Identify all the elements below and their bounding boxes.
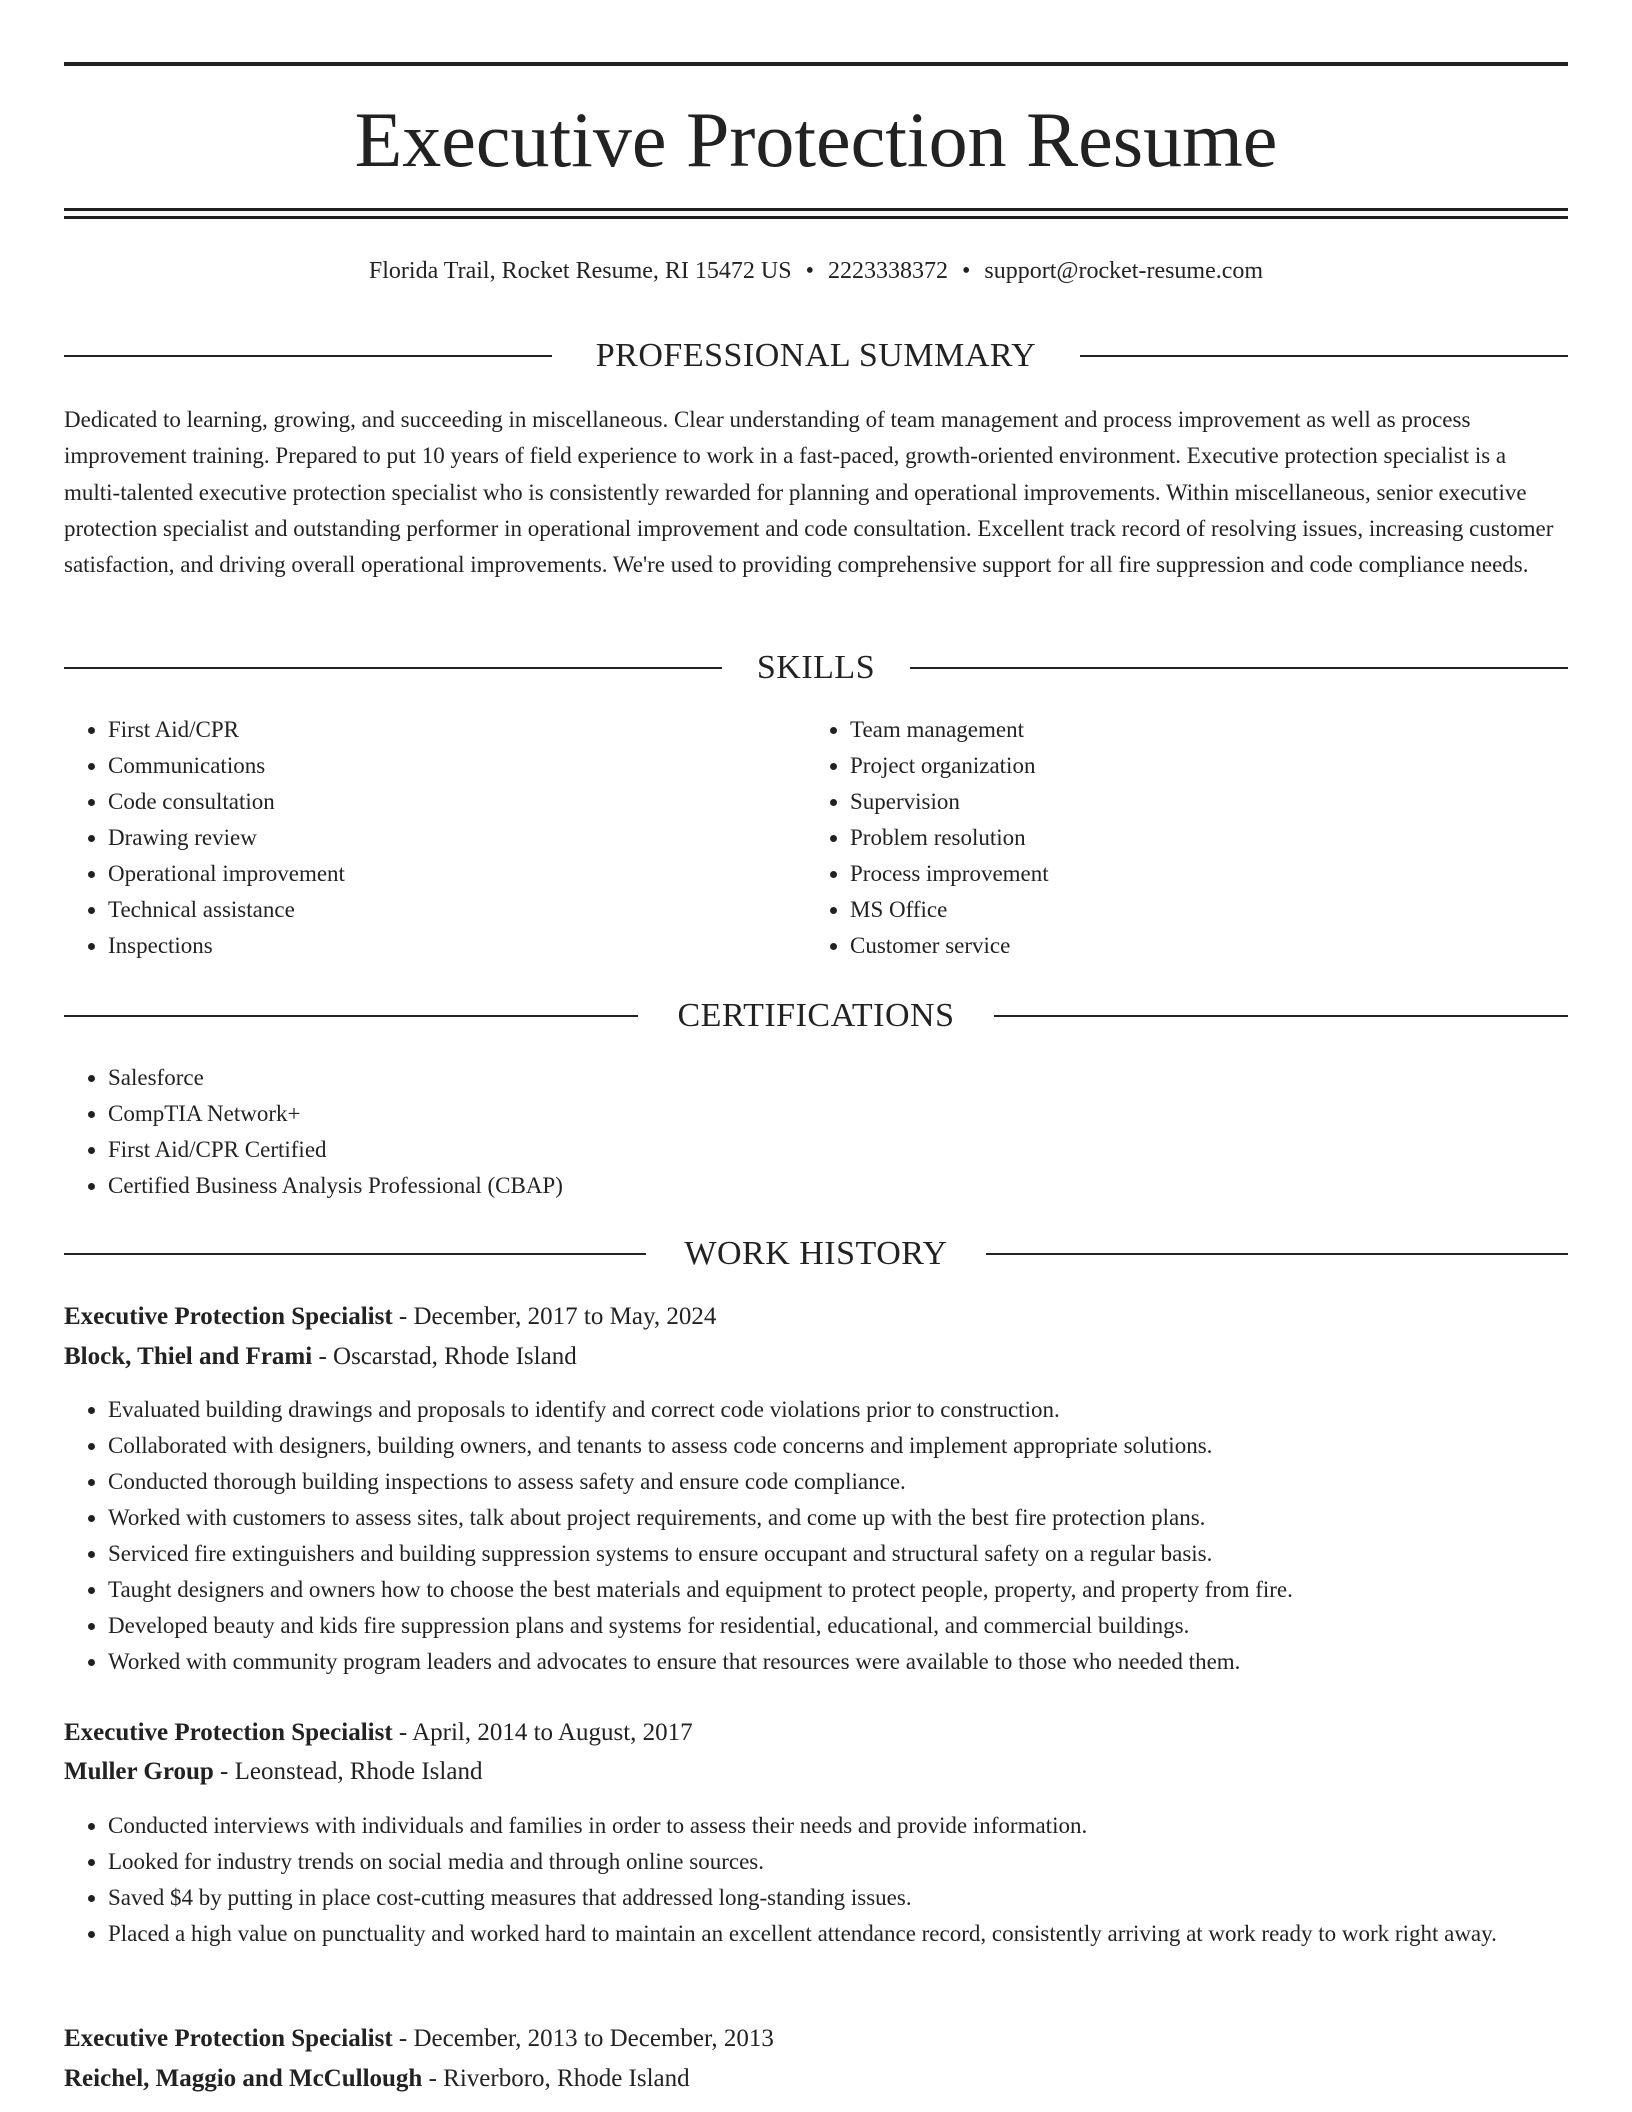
summary-text: Dedicated to learning, growing, and succeeding in miscellaneous. Clear understanding of team management and process improvement as well as process improvement training. Prepared to put 10 years of field experience to work in a fast-paced, growth-oriented environment. Executive protection specialist is a multi-talented executive protection specialist who is consistently rewarded for planning and operational improvements. Within miscellaneous, senior executive protection specialist and outstanding performer in operational improvement and code consultation. Excellent track record of resolving issues, increasing customer satisfaction, and driving overall operational improvements. We're used to providing comprehensive support for all fire suppression and code compliance needs. [64, 407, 1554, 578]
section-title-skills: SKILLS [727, 649, 905, 686]
job-title: Executive Protection Specialist [64, 1719, 393, 1746]
skill-item: • Technical assistance [108, 892, 808, 928]
job-bullet: • Serviced fire extinguishers and building suppression systems to ensure occupant and structural safety on a regular basis. [108, 1536, 1568, 1572]
job-title-line [64, 1299, 716, 1335]
certification-item: • First Aid/CPR Certified [108, 1132, 1568, 1168]
contact-address: Florida Trail, Rocket Resume, RI 15472 US [368, 258, 792, 284]
skill-item: • Operational improvement [108, 856, 808, 892]
job-dates: - April, 2014 to August, 2017 [392, 1719, 693, 1746]
skill-item: • Process improvement [850, 856, 1550, 892]
job-company-line [64, 2061, 690, 2097]
certification-item: • CompTIA Network+ [108, 1096, 1568, 1132]
section-title-work-history: WORK HISTORY [654, 1235, 977, 1272]
contact-separator: • [961, 258, 971, 284]
certification-item: • Certified Business Analysis Professional (CBAP) [108, 1168, 1568, 1204]
job-bullet: • Collaborated with designers, building owners, and tenants to assess code concerns and implement appropriate solutions. [108, 1428, 1568, 1464]
contact-phone: 2223338372 [827, 258, 948, 284]
section-title-certifications: CERTIFICATIONS [648, 997, 985, 1034]
job-bullet: • Developed beauty and kids fire suppression plans and systems for residential, educational, and commercial buildings. [108, 1608, 1568, 1644]
job-bullets [64, 1392, 1568, 1680]
job-bullet: • Saved $4 by putting in place cost-cutting measures that addressed long-standing issues. [108, 1880, 1568, 1916]
job-bullet: • Conducted thorough building inspections to assess safety and ensure code compliance. [108, 1464, 1568, 1500]
contact-email: support@rocket-resume.com [984, 258, 1264, 284]
skill-item: • Problem resolution [850, 820, 1550, 856]
page-title: Executive Protection Resume [354, 96, 1278, 183]
job-title: Executive Protection Specialist [64, 1303, 393, 1330]
job-location: - Riverboro, Rhode Island [422, 2065, 690, 2092]
title-rule-lower [64, 216, 1568, 219]
skill-item: • Communications [108, 748, 808, 784]
contact-separator: • [805, 258, 814, 284]
job-title-line [64, 1715, 693, 1751]
job-company: Muller Group [64, 1758, 214, 1785]
job-bullet: • Placed a high value on punctuality and worked hard to maintain an excellent attendance record, consistently arriving at work ready to work right away. [108, 1916, 1568, 1952]
certifications-list [64, 1060, 1568, 1204]
skill-item: • Customer service [850, 928, 1550, 964]
job-bullets [64, 1808, 1568, 1952]
job-company-line [64, 1754, 482, 1790]
job-dates: - December, 2017 to May, 2024 [392, 1303, 717, 1330]
skill-item: • Code consultation [108, 784, 808, 820]
skill-item: • Project organization [850, 748, 1550, 784]
skill-item: • Supervision [850, 784, 1550, 820]
skill-item: • Inspections [108, 928, 808, 964]
skill-item: • First Aid/CPR [108, 712, 808, 748]
job-location: - Leonstead, Rhode Island [213, 1758, 483, 1785]
job-title-line [64, 2021, 774, 2057]
skills-list-right [806, 712, 1550, 964]
job-bullet: • Conducted interviews with individuals and families in order to assess their needs and provide information. [108, 1808, 1568, 1844]
job-bullet: • Taught designers and owners how to choose the best materials and equipment to protect people, property, and property from fire. [108, 1572, 1568, 1608]
section-header-skills [64, 646, 1568, 690]
job-location: - Oscarstad, Rhode Island [312, 1343, 577, 1370]
section-header-work-history [64, 1232, 1568, 1276]
certification-item: • Salesforce [108, 1060, 1568, 1096]
job-title: Executive Protection Specialist [64, 2025, 393, 2052]
section-header-certifications [64, 994, 1568, 1038]
section-title-summary: PROFESSIONAL SUMMARY [566, 337, 1066, 374]
top-rule [64, 62, 1568, 66]
job-bullet: • Worked with community program leaders and advocates to ensure that resources were available to those who needed them. [108, 1644, 1568, 1680]
job-company: Reichel, Maggio and McCullough [64, 2065, 423, 2092]
job-bullet: • Worked with customers to assess sites, talk about project requirements, and come up with the best fire protection plans. [108, 1500, 1568, 1536]
job-company-line [64, 1339, 577, 1375]
title-rule-upper [64, 208, 1568, 211]
job-dates: - December, 2013 to December, 2013 [392, 2025, 774, 2052]
skill-item: • Team management [850, 712, 1550, 748]
job-bullet: • Looked for industry trends on social media and through online sources. [108, 1844, 1568, 1880]
skill-item: • MS Office [850, 892, 1550, 928]
contact-line [64, 255, 1568, 287]
skill-item: • Drawing review [108, 820, 808, 856]
section-header-summary [64, 334, 1568, 378]
job-company: Block, Thiel and Frami [64, 1343, 313, 1370]
job-bullet: • Evaluated building drawings and proposals to identify and correct code violations prior to construction. [108, 1392, 1568, 1428]
skills-list-left [64, 712, 808, 964]
